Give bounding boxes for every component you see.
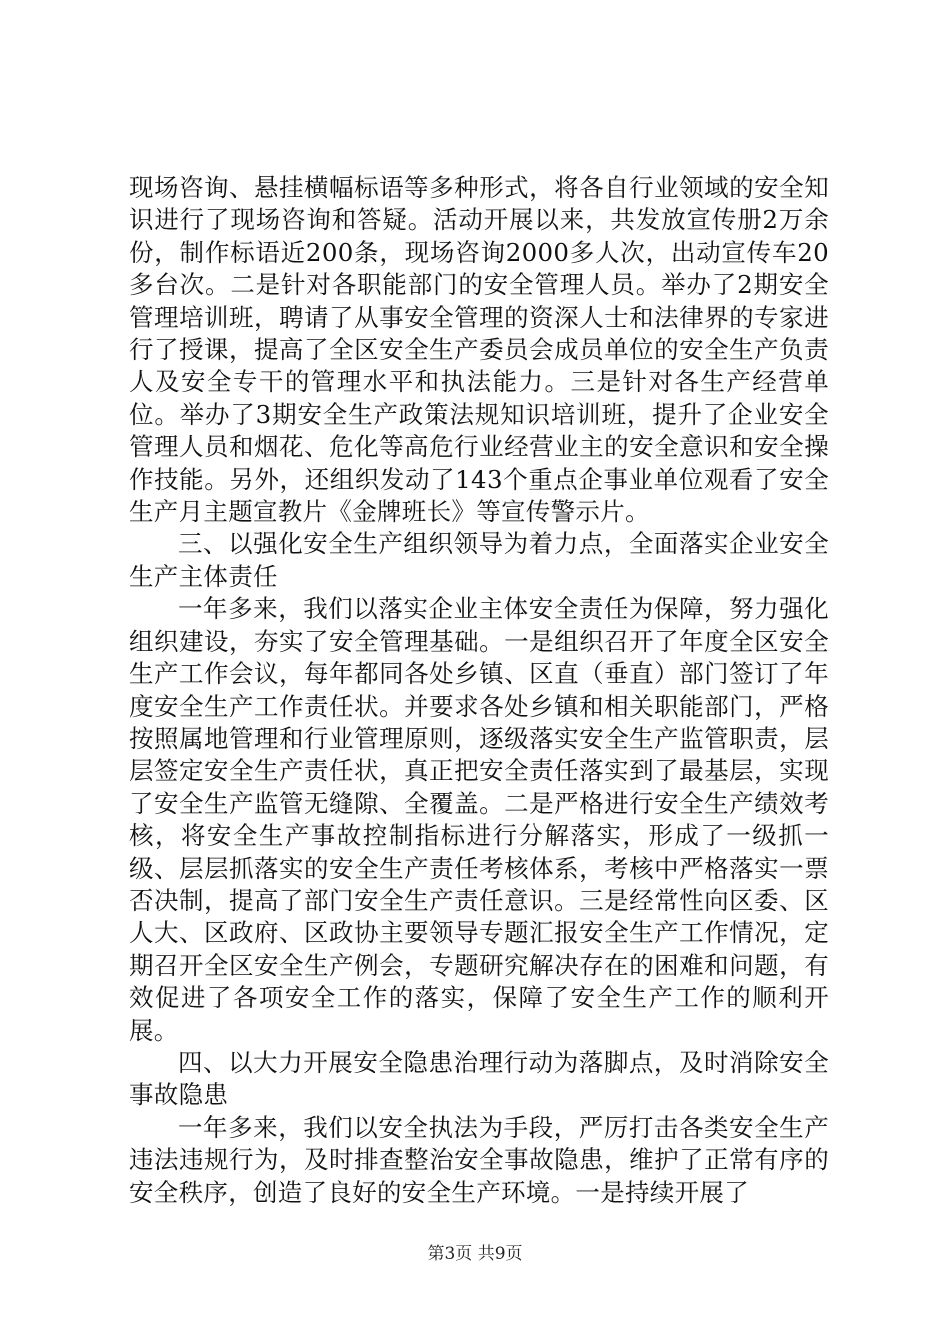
paragraph-section-4: 一年多来，我们以安全执法为手段，严厉打击各类安全生产违法违规行为，及时排查整治安全事故隐患，维护了正常有序的安全秩序，创造了良好的安全生产环境。一是持续开展了	[129, 1112, 829, 1207]
document-body	[129, 172, 829, 1209]
page-footer: 第3页 共9页	[427, 1244, 523, 1264]
paragraph-continuation: 现场咨询、悬挂横幅标语等多种形式，将各自行业领域的安全知识进行了现场咨询和答疑。活动开展以来，共发放宣传册2万余份，制作标语近200条，现场咨询2000多人次，出动宣传车20多台次。二是针对各职能部门的安全管理人员。举办了2期安全管理培训班，聘请了从事安全管理的资深人士和法律界的专家进行了授课，提高了全区安全生产委员会成员单位的安全生产负责人及安全专干的管理水平和执法能力。三是针对各生产经营单位。举办了3期安全生产政策法规知识培训班，提升了企业安全管理人员和烟花、危化等高危行业经营业主的安全意识和安全操作技能。另外，还组织发动了143个重点企事业单位观看了安全生产月主题宣教片《金牌班长》等宣传警示片。	[129, 173, 830, 527]
paragraph-section-3: 一年多来，我们以落实企业主体安全责任为保障，努力强化组织建设，夯实了安全管理基础。一是组织召开了年度全区安全生产工作会议，每年都同各处乡镇、区直（垂直）部门签订了年度安全生产工作责任状。并要求各处乡镇和相关职能部门，严格按照属地管理和行业管理原则，逐级落实安全生产监管职责，层层签定安全生产责任状，真正把安全责任落实到了最基层，实现了安全生产监管无缝隙、全覆盖。二是严格进行安全生产绩效考核，将安全生产事故控制指标进行分解落实，形成了一级抓一级、层层抓落实的安全生产责任考核体系，考核中严格落实一票否决制，提高了部门安全生产责任意识。三是经常性向区委、区人大、区政府、区政协主要领导专题汇报安全生产工作情况，定期召开全区安全生产例会，专题研究解决存在的困难和问题，有效促进了各项安全工作的落实，保障了安全生产工作的顺利开展。	[129, 594, 829, 1045]
section-heading-4: 四、以大力开展安全隐患治理行动为落脚点，及时消除安全事故隐患	[129, 1047, 829, 1110]
section-heading-3: 三、以强化安全生产组织领导为着力点，全面落实企业安全生产主体责任	[129, 529, 829, 591]
